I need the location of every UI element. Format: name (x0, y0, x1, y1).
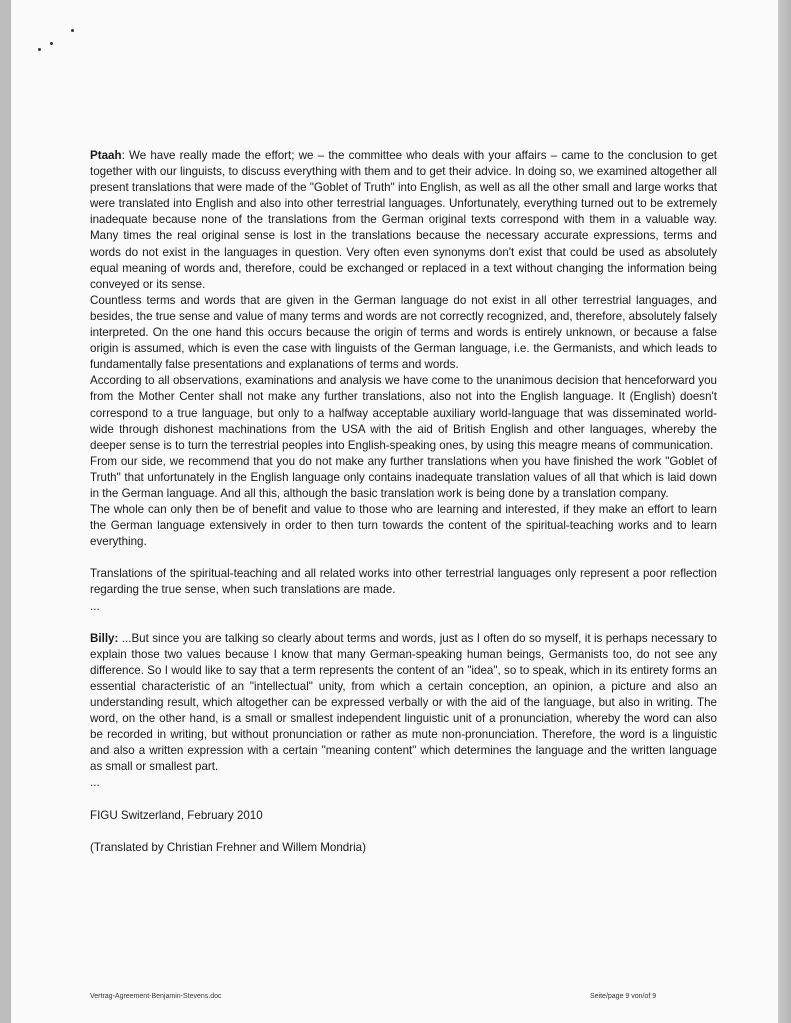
translators-credit: (Translated by Christian Frehner and Willem Mondria) (90, 840, 366, 854)
ellipsis: ... (90, 776, 100, 790)
ptaah-paragraph-1: Ptaah: We have really made the effort; we – the committee who deals with your affairs – came to the conclusion to get together with our linguists, to discuss everything with them and to get their advice. In doing so, we examined altogether all present translations that were made of the "Goblet of Truth" into English, as well as all the other small and large works that were translated into English and also into other terrestrial languages. Unfortunately, everything turned out to be extremely inadequate because none of the translations from the German original texts correspond with them in a valuable way. Many times the real original sense is lost in the translations because the necessary accurate expressions, terms and words do not exist in the languages in question. Very often even synonyms don't exist that could be used as absolutely equal meaning of words and, therefore, could be exchanged or replaced in a text without changing the information being conveyed or its sense. (90, 149, 717, 291)
ptaah-paragraph-2: Countless terms and words that are given in the German language do not exist in all other terrestrial languages, and besides, the true sense and value of many terms and words are not correctly recognized, and, therefore, absolutely falsely interpreted. On the one hand this occurs because the origin of terms and words is entirely unknown, or because a false origin is assumed, which is even the case with linguists of the German language, i.e. the Germanists, and which leads to fundamentally false presentations and explanations of terms and words. (90, 293, 717, 372)
ptaah-paragraph-5: The whole can only then be of benefit and value to those who are learning and interested, if they make an effort to learn the German language extensively in order to then turn towards the content of the spiritual-teaching works and to learn everything. (90, 503, 717, 549)
ellipsis: ... (90, 599, 100, 613)
scan-speck (38, 48, 41, 51)
speaker-ptaah: Ptaah (90, 149, 122, 162)
scan-speck (71, 29, 74, 32)
ptaah-paragraph-4: From our side, we recommend that you do not make any further translations when you have finished the work "Goblet of Truth" that unfortunately in the English language only contains inadequate translation values of all that which is laid down in the German language. And all this, although the basic translation work is being done by a translation company. (90, 454, 717, 500)
ptaah-paragraph-6: Translations of the spiritual-teaching and all related works into other terrestrial languages only represent a poor reflection regarding the true sense, when such translations are made. (90, 567, 717, 597)
footer-page-number: Seite/page 9 von/of 9 (590, 993, 657, 1000)
scan-edge-left (0, 0, 11, 1023)
scan-edge-right (778, 0, 791, 1023)
billy-paragraph: Billy: ...But since you are talking so clearly about terms and words, just as I often do so myself, it is perhaps necessary to explain those two values because I know that many German-speaking human beings, Germanists too, do not see any difference. So I would like to say that a term represents the content of an "idea", so to speak, which in its entirety forms an essential characteristic of an "intellectual" unity, from which a certain conception, an opinion, a picture and also an understanding result, which altogether can be expressed verbally or with the aid of the language, but also in writing. The word, on the other hand, is a small or smallest independent linguistic unit of a pronunciation, whereby the word can also be recorded in writing, but without pronunciation or rather as mute non-pronunciation. Therefore, the word is a linguistic and also a written expression with a certain "meaning content" which determines the language and the written language as small or smallest part. (90, 631, 717, 774)
ptaah-paragraph-3: According to all observations, examinations and analysis we have come to the unanimous decision that henceforward you from the Mother Center shall not make any further translations, also not into the English language. It (English) doesn't correspond to a true language, but only to a halfway acceptable auxiliary world-language that was disseminated world-wide through dishonest machinations from the USA with the aid of British English and other languages, whereby the deeper sense is to turn the terrestrial peoples into English-speaking ones, by using this meagre means of communication. (90, 374, 717, 452)
speaker-billy: Billy: (90, 631, 119, 645)
scan-speck (50, 42, 53, 45)
signature: FIGU Switzerland, February 2010 (90, 808, 263, 822)
document-body (90, 148, 717, 856)
footer-filename: Vertrag-Agreement-Benjamin-Stevens.doc (90, 993, 222, 1000)
